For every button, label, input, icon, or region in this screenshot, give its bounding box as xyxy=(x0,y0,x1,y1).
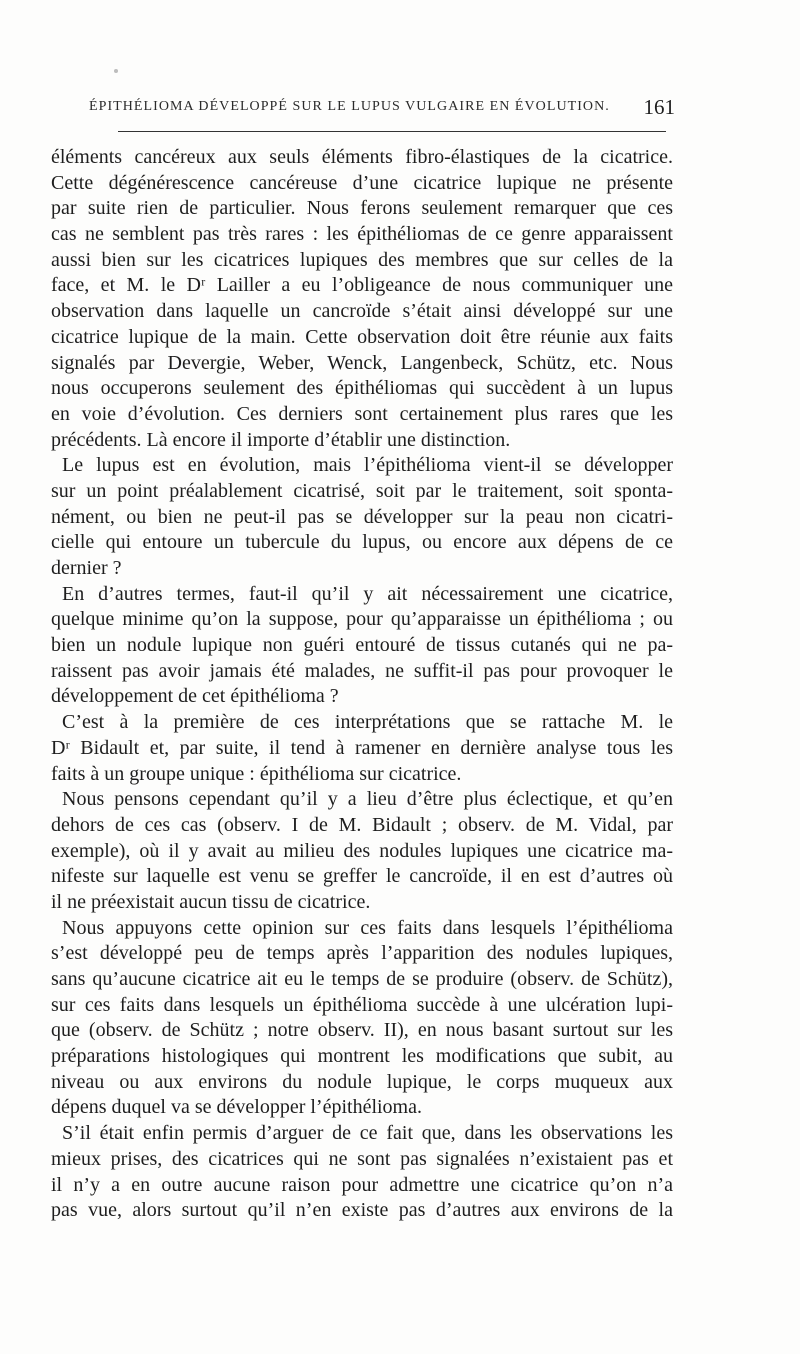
text-line: bien un nodule lupique non guéri entouré de tissus cutanés qui ne pa- xyxy=(51,634,673,657)
text-line: sur ces faits dans lesquels un épithélioma succède à une ulcération lupi- xyxy=(51,993,673,1016)
text-line: s’est développé peu de temps après l’apparition des nodules lupiques, xyxy=(51,942,673,965)
text-line: cielle qui entoure un tubercule du lupus, ou encore aux dépens de ce xyxy=(51,531,673,554)
text-line: dehors de ces cas (observ. I de M. Bidault ; observ. de M. Vidal, par xyxy=(51,813,673,836)
text-line: C’est à la première de ces interprétations que se rattache M. le xyxy=(62,711,673,734)
text-line: Nous pensons cependant qu’il y a lieu d’être plus éclectique, et qu’en xyxy=(62,788,673,811)
text-line: nous occuperons seulement des épithéliomas qui succèdent à un lupus xyxy=(51,377,673,400)
text-line: développement de cet épithélioma ? xyxy=(51,685,339,708)
text-line: sans qu’aucune cicatrice ait eu le temps de se produire (observ. de Schütz), xyxy=(51,968,673,990)
text-line: observation dans laquelle un cancroïde s’était ainsi développé sur une xyxy=(51,300,673,323)
text-line: quelque minime qu’on la suppose, pour qu’apparaisse un épithélioma ; ou xyxy=(51,608,673,631)
text-line: face, et M. le Dʳ Lailler a eu l’obligeance de nous communiquer une xyxy=(51,274,673,297)
text-line: nément, ou bien ne peut-il pas se développer sur la peau non cicatri- xyxy=(51,505,673,528)
body-text xyxy=(51,145,673,1224)
text-line: par suite rien de particulier. Nous ferons seulement remarquer que ces xyxy=(51,197,673,220)
text-line: cas ne semblent pas très rares : les épithéliomas de ce genre apparaissent xyxy=(51,223,673,246)
text-line: dépens duquel va se développer l’épithélioma. xyxy=(51,1096,422,1119)
text-line: aussi bien sur les cicatrices lupiques des membres que sur celles de la xyxy=(51,248,673,271)
text-line: nifeste sur laquelle est venu se greffer le cancroïde, il en est d’autres où xyxy=(51,865,673,888)
text-line: niveau ou aux environs du nodule lupique, le corps muqueux aux xyxy=(51,1070,673,1093)
text-line: mieux prises, des cicatrices qui ne sont pas signalées n’existaient pas et xyxy=(51,1147,673,1170)
text-line: signalés par Devergie, Weber, Wenck, Langenbeck, Schütz, etc. Nous xyxy=(51,351,673,374)
running-header xyxy=(89,97,675,121)
text-line: dernier ? xyxy=(51,557,122,579)
text-line: En d’autres termes, faut-il qu’il y ait nécessairement une cicatrice, xyxy=(62,582,673,605)
text-line: précédents. Là encore il importe d’établir une distinction. xyxy=(51,428,511,451)
text-line: il n’y a en outre aucune raison pour admettre une cicatrice qu’on n’a xyxy=(51,1173,673,1196)
page-number: 161 xyxy=(643,95,675,119)
text-line: que (observ. de Schütz ; notre observ. II), en nous basant surtout sur les xyxy=(51,1019,673,1042)
text-line: sur un point préalablement cicatrisé, soit par le traitement, soit sponta- xyxy=(51,479,673,502)
text-line: éléments cancéreux aux seuls éléments fibro-élastiques de la cicatrice. xyxy=(51,146,673,168)
text-line: faits à un groupe unique : épithélioma sur cicatrice. xyxy=(51,762,462,785)
text-line: Nous appuyons cette opinion sur ces faits dans lesquels l’épithélioma xyxy=(62,916,673,939)
paper-speck xyxy=(114,69,118,73)
header-rule xyxy=(118,131,666,132)
text-line: cicatrice lupique de la main. Cette observation doit être réunie aux faits xyxy=(51,325,673,348)
text-line: S’il était enfin permis d’arguer de ce fait que, dans les observations les xyxy=(62,1122,673,1145)
text-line: Dʳ Bidault et, par suite, il tend à ramener en dernière analyse tous les xyxy=(51,736,673,759)
running-title: ÉPITHÉLIOMA DÉVELOPPÉ SUR LE LUPUS VULGAIRE EN ÉVOLUTION. xyxy=(89,99,610,114)
text-line: préparations histologiques qui montrent les modifications que subit, au xyxy=(51,1045,673,1068)
text-line: raissent pas avoir jamais été malades, ne suffit-il pas pour provoquer le xyxy=(51,659,673,682)
text-line: Le lupus est en évolution, mais l’épithélioma vient-il se développer xyxy=(62,454,673,477)
text-line: Cette dégénérescence cancéreuse d’une cicatrice lupique ne présente xyxy=(51,171,673,194)
text-line: exemple), où il y avait au milieu des nodules lupiques une cicatrice ma- xyxy=(51,839,673,862)
text-line: en voie d’évolution. Ces derniers sont certainement plus rares que les xyxy=(51,402,673,425)
text-line: il ne préexistait aucun tissu de cicatrice. xyxy=(51,890,371,913)
text-line: pas vue, alors surtout qu’il n’en existe pas d’autres aux environs de la xyxy=(51,1199,673,1222)
